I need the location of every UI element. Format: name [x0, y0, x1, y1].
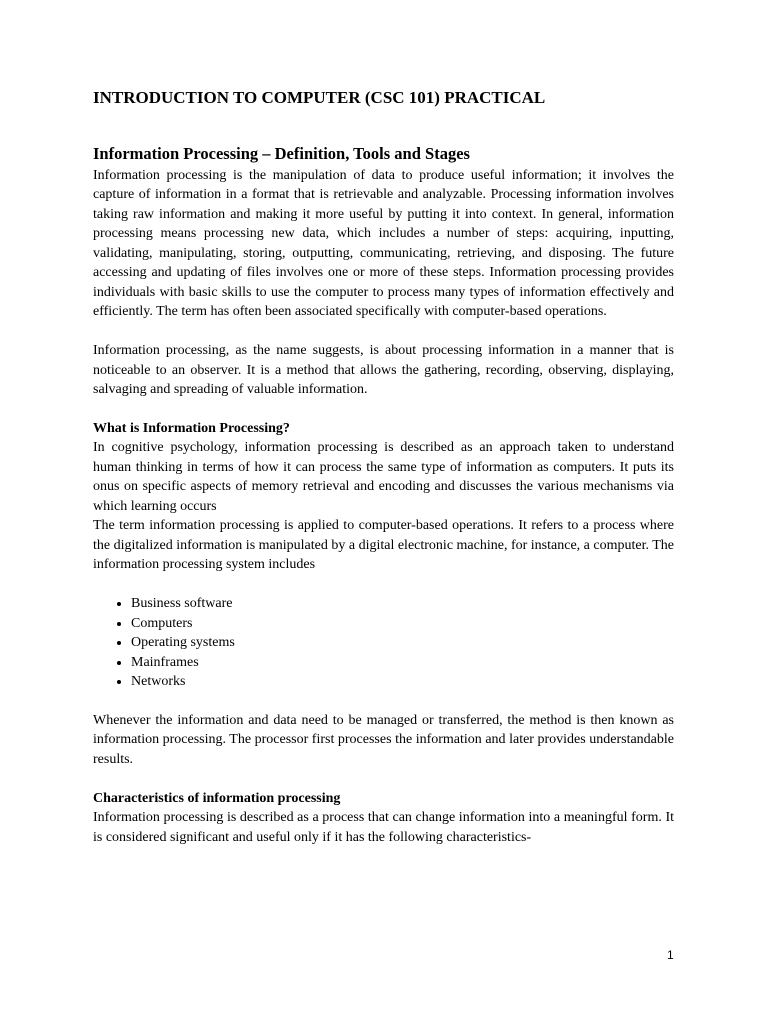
subheading-characteristics: Characteristics of information processing [93, 790, 341, 806]
list-item: • Networks [131, 672, 674, 691]
section-heading: Information Processing – Definition, Tools and Stages [93, 144, 470, 163]
list-item: • Business software [131, 594, 674, 613]
list-item: • Computers [131, 614, 674, 633]
document-title: INTRODUCTION TO COMPUTER (CSC 101) PRACTICAL [93, 88, 546, 107]
paragraph-managed: Whenever the information and data need to be managed or transferred, the method is then known as information processing. The processor first processes the information and later provides understandable results. [93, 712, 674, 767]
paragraph-cognitive: In cognitive psychology, information processing is described as an approach taken to understand human thinking in terms of how it can process the same type of information as computers. It puts its onus on specific aspects of memory retrieval and encoding and discusses the various mechanisms via which learning occurs [93, 440, 674, 514]
paragraph-characteristics: Information processing is described as a process that can change information into a meaningful form. It is considered significant and useful only if it has the following characteristics- [93, 810, 674, 845]
paragraph-computer-based: The term information processing is applied to computer-based operations. It refers to a process where the digitalized information is manipulated by a digital electronic machine, for instance, a computer. The information processing system includes [93, 518, 674, 573]
system-list [93, 594, 674, 691]
list-item: • Mainframes [131, 653, 674, 672]
list-item: • Operating systems [131, 633, 674, 652]
subheading-what-is: What is Information Processing? [93, 420, 290, 436]
paragraph-overview: Information processing, as the name suggests, is about processing information in a manner that is noticeable to an observer. It is a method that allows the gathering, recording, observing, displaying, salvaging and spreading of valuable information. [93, 343, 674, 398]
paragraph-definition: Information processing is the manipulation of data to produce useful information; it involves the capture of information in a format that is retrievable and analyzable. Processing information involves taking raw information and making it more useful by putting it into context. In general, information processing means processing new data, which includes a number of steps: acquiring, inputting, validating, manipulating, storing, outputting, communicating, retrieving, and disposing. The future accessing and updating of files involves one or more of these steps. Information processing provides individuals with basic skills to use the computer to process many types of information effectively and efficiently. The term has often been associated specifically with computer-based operations. [93, 168, 674, 320]
document-page [93, 88, 674, 847]
page-number: 1 [667, 948, 674, 962]
